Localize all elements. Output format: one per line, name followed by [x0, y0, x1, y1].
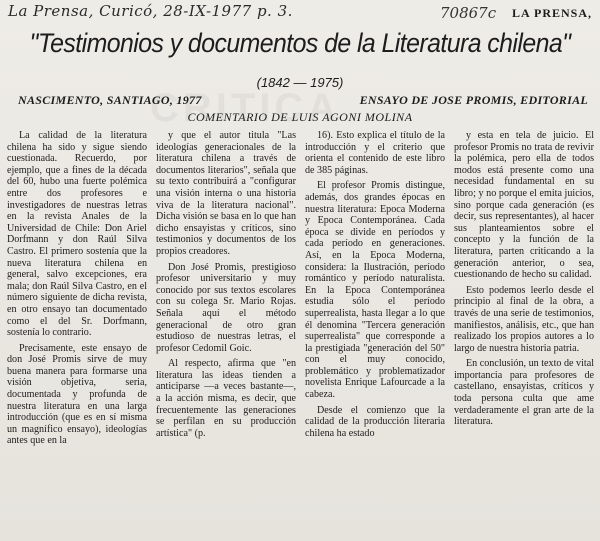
handwritten-annotation: La Prensa, Curicó, 28-IX-1977 p. 3.: [8, 2, 293, 20]
column-1: [6, 130, 147, 496]
paragraph: Esto podemos leerlo desde el principio al final de la obra, a través de una serie de testimonios, manifiestos, análisis, etc., que han realizado los propios autores a lo largo de nuestra historia patria.: [454, 284, 594, 354]
byline: COMENTARIO DE LUIS AGONI MOLINA: [187, 110, 413, 124]
paragraph: En conclusión, un texto de vital importancia para profesores de castellano, ensayistas, críticos y toda persona culta que ame verdaderamente el gran arte de la literatura.: [454, 358, 594, 428]
paragraph: La calidad de la literatura chilena ha sido y sigue siendo cuestionada. Recuerdo, por ejemplo, que a fines de la década del 60, hubo una fuerte polémica entre dos profesores e investigadores de nuestras letras en la revista Anales de la Universidad de Chile: Don Ariel Dorfmann y don Raúl Silva Castro. El primero sostenía que la nueva literatura chilena en general, salvo excepciones, era mala; don Raúl Silva Castro, en el número siguiente de dicha revista, en otro ensayo tan documentado como el del Sr. Dorfmann, sostenía lo contrario.: [7, 130, 147, 339]
paragraph: y que el autor titula "Las ideologías generacionales de la literatura chilena a través de documentos literarios", señala que su texto contribuirá a "configurar una visión interna o una historia viva de la literatura nacional". Dicha visión se basa en lo que han dicho ensayistas y críticos, sino testimonios y documentos de los propios creadores.: [156, 130, 296, 257]
article-body: [6, 130, 594, 541]
publication-info: NASCIMENTO, SANTIAGO, 1977: [18, 93, 202, 107]
paragraph: Al respecto, afirma que "en literatura las ideas tienden a anticiparse —a veces bastante—, a la acción misma, es decir, que frecuentemente las generaciones se perfilan en su producción artística" (p.: [156, 358, 296, 439]
paragraph: y esta en tela de juicio. El profesor Promis no trata de revivir la polémica, pero ella de todos modos está presente como una necesidad fundamental en su libro; y no porque el emita juicios, sino porque cada generación (es decir, sus representantes), al hacer sus planteamientos sobre el concepto y la función de la literatura, parten criticando a la generación anterior, o sea, cuestionando de hecho su calidad.: [454, 130, 594, 281]
paragraph: Don José Promis, prestigioso profesor universitario y muy conocido por sus textos escolares con su colega Sr. Mario Rojas. Señala aquí el método generacional de otro gran estudioso de nuestras letras, el profesor Cedomil Goic.: [156, 261, 296, 354]
column-2: [155, 130, 296, 496]
year-range: (1842 — 1975): [256, 75, 344, 90]
paragraph: Precisamente, este ensayo de don José Promis sirve de muy buena manera para formarse una visión objetiva, seria, documentada y profunda de nuestra literatura en una larga introducción (que es en sí misma un magnífico ensayo), ideologías antes que en la: [7, 342, 147, 447]
headline: "Testimonios y documentos de la Literatura chilena": [29, 28, 571, 58]
handwritten-archive-number: 70867c: [440, 4, 497, 22]
newspaper-name: LA PRENSA,: [511, 6, 592, 20]
column-5: [6, 496, 147, 541]
column-4: [453, 130, 594, 496]
paragraph: 16). Esto explica el título de la introducción y el criterio que orienta el contenido de este libro de 385 páginas.: [305, 130, 445, 176]
column-3: [304, 130, 445, 496]
paragraph: Desde el comienzo que la calidad de la producción literaria chilena ha estado: [305, 404, 445, 439]
book-info: ENSAYO DE JOSE PROMIS, EDITORIAL: [359, 93, 588, 107]
paragraph: El profesor Promis distingue, además, dos grandes épocas en nuestra literatura: Epoca Moderna y Epoca Contemporánea. Cada época se divide en períodos y cada período en generaciones. Así, en la Epoca Moderna, considera: la Ilustración, período romántico y período naturalista. En la Epoca Contemporánea estudia sólo el período superrealista, hasta llegar a lo que él denomina "Tercera generación superrealista" que corresponde a la prestigiada "generación del 50" con el muy conocido, problemático y problematizador novelista Enrique Lafourcade a la cabeza.: [305, 180, 445, 401]
